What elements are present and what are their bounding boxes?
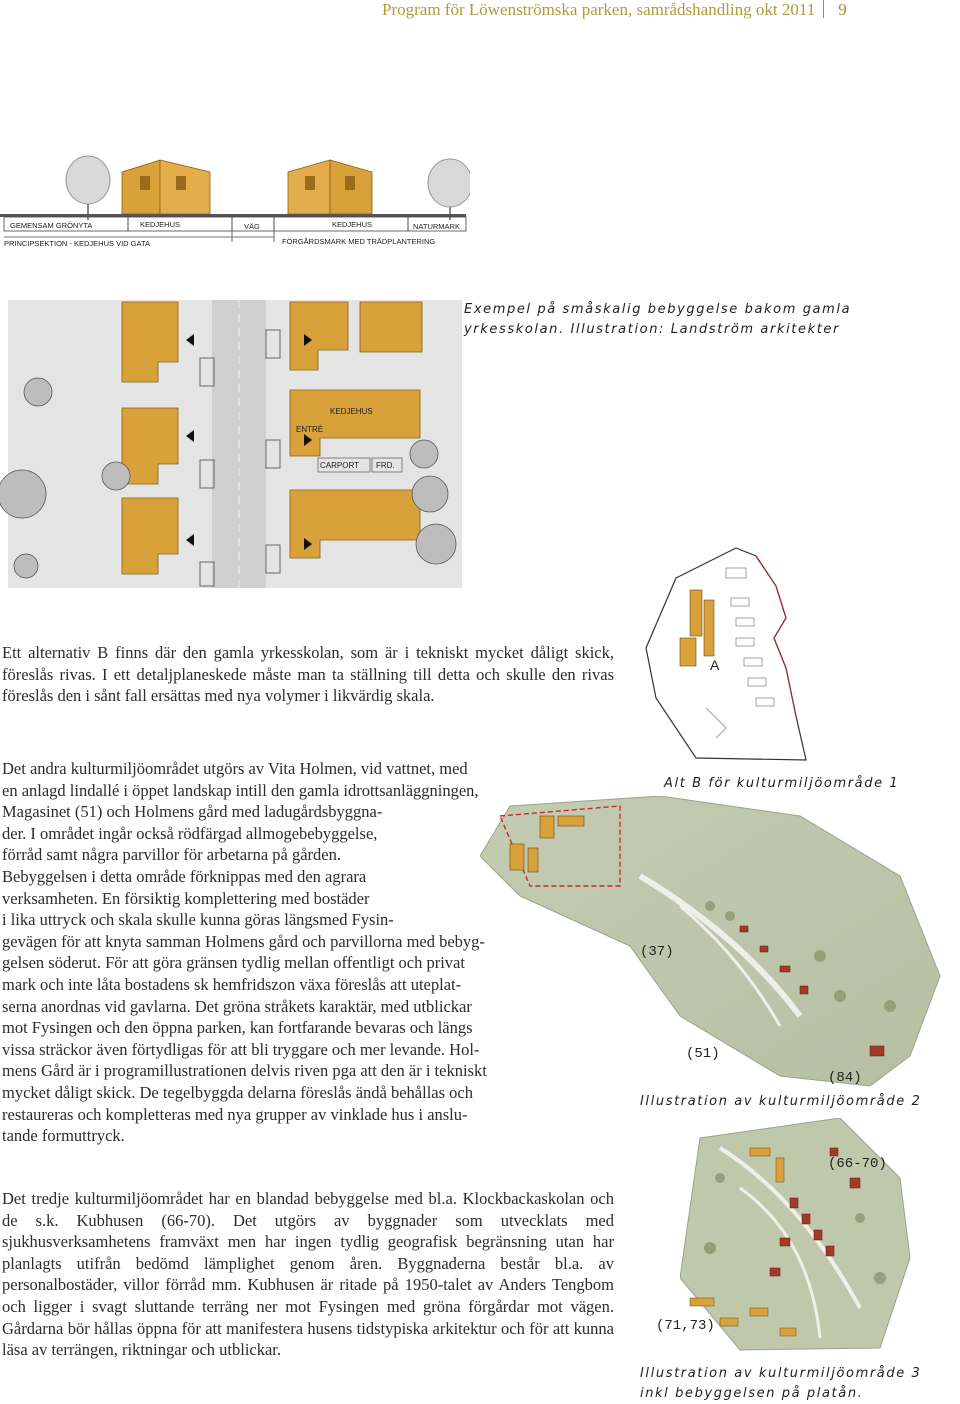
map-area-3 <box>680 1118 920 1358</box>
section-house-right <box>288 160 372 214</box>
map-label-a: A <box>710 657 720 673</box>
label-kedjehus-right: KEDJEHUS <box>332 220 373 229</box>
plan-label-kedjehus: KEDJEHUS <box>330 407 373 416</box>
caption-alt-b: Alt B för kulturmiljöområde 1 <box>664 776 900 791</box>
map-label-37: (37) <box>640 944 674 960</box>
caption-area-2: Illustration av kulturmiljöområde 2 <box>640 1094 922 1109</box>
map-label-7173: (71,73) <box>656 1318 715 1334</box>
label-vag: VÄG <box>244 222 260 231</box>
paragraph-area-3: Det tredje kulturmiljöområdet har en blandad bebyggelse med bl.a. Klockbackaskolan och de s.k. Kubhusen (66-70). Det utgörs av byggnader som utvecklats med sjukhusverksamhetens framväxt men har ingen tydlig geografisk begränsning utan har planlagts utifrån bedömd lämplighet genom åren. Byggnaderna består bl.a. av personalbostäder, villor förråd mm. Kubhusen är ritade på 1950-talet av Anders Tengbom och ligger i svagt sluttande terräng ner mot Fysingen med gröna förgårdar mot vägen. Gårdarna bör hållas öppna för att manifestera husens tidstypiska arkitektur och för att kunna läsa av terrängen, riktningar och utblickar. <box>2 1189 614 1360</box>
paragraph-line: serna anordnas vid gavlarna. Det gröna stråkets karaktär, med utblickar <box>2 996 472 1016</box>
plan-label-entre: ENTRÉ <box>296 425 324 434</box>
paragraph-line: i lika uttryck och skala skulle kunna göras längsmed Fysin- <box>2 910 394 930</box>
label-gemensam: GEMENSAM GRÖNYTA <box>10 221 93 230</box>
plan-drawing <box>0 300 462 590</box>
paragraph-line: mark och inte låta bostadens sk hemfridszon växa föreslås att uteplat- <box>2 974 462 994</box>
section-tree-right <box>428 159 470 220</box>
label-forgardsmark: FÖRGÅRDSMARK MED TRÄDPLANTERING <box>282 237 436 246</box>
section-house-left <box>122 160 210 214</box>
label-kedjehus-left: KEDJEHUS <box>140 220 181 229</box>
paragraph-line: verksamheten. En försiktig komplettering med bostäder <box>2 888 370 908</box>
label-naturmark: NATURMARK <box>413 222 460 231</box>
plan-label-carport: CARPORT <box>320 461 359 470</box>
map-alt-b <box>636 538 960 764</box>
page-number: 9 <box>838 0 847 19</box>
caption-area-3: Illustration av kulturmiljöområde 3 inkl bebyggelsen på platån. <box>640 1366 922 1401</box>
paragraph-line: Bebyggelsen i detta område förknippas med den agrara <box>2 866 367 886</box>
paragraph-line: mycket dåligt skick. De tegelbyggda delarna föreslås ändå behållas och <box>2 1082 473 1102</box>
paragraph-line: mot Fysingen och den öppna parken, kan fortfarande bevaras och längs <box>2 1018 473 1038</box>
section-tree-left <box>66 156 110 220</box>
plan-houses-left <box>122 302 178 574</box>
header-divider <box>823 0 824 18</box>
paragraph-line: gevägen för att knyta samman Holmens gård och parvillorna med bebyg- <box>2 931 485 951</box>
paragraph-line: förråd samt några parvillor för arbetarna på gården. <box>2 845 341 865</box>
paragraph-alt-b: Ett alternativ B finns där den gamla yrkesskolan, som är i tekniskt mycket dåligt skick, föreslås rivas. I ett detaljplaneskede måste man ta ställning till detta och skulle den rivas föreslås den i sånt fall ersättas med nya volymer i likvärdig skala. <box>2 643 614 706</box>
map-label-6670: (66-70) <box>828 1156 887 1172</box>
paragraph-line: en anlagd lindallé i öppet landskap intill den gamla idrottsanläggningen, <box>2 780 479 800</box>
paragraph-line: restaureras och kompletteras med nya grupper av vinklade hus i anslu- <box>2 1104 468 1124</box>
label-principsektion: PRINCIPSEKTION - KEDJEHUS VID GATA <box>4 239 150 248</box>
map-label-84: (84) <box>828 1070 862 1086</box>
document-title: Program för Löwenströmska parken, samrådshandling okt 2011 <box>382 0 816 19</box>
paragraph-line: Det andra kulturmiljöområdet utgörs av Vita Holmen, vid vattnet, med <box>2 759 468 778</box>
section-drawing <box>0 150 470 250</box>
caption-example: Exempel på småskalig bebyggelse bakom gamla yrkesskolan. Illustration: Landström arkitekter <box>464 302 852 337</box>
paragraph-line: mens Gård är i programillustrationen delvis riven pga att den är i tekniskt <box>2 1061 487 1081</box>
paragraph-line: tande formuttryck. <box>2 1126 125 1146</box>
paragraph-area-2 <box>2 758 618 1147</box>
paragraph-line: gelsen söderut. För att göra gränsen tydlig mellan offentligt och privat <box>2 953 465 973</box>
paragraph-line: vissa sträckor även förtydligas för att bli tryggare och mer levande. Hol- <box>2 1039 480 1059</box>
map-label-51: (51) <box>686 1046 720 1062</box>
paragraph-line: der. I området ingår också rödfärgad allmogebebyggelse, <box>2 823 378 843</box>
paragraph-line: Magasinet (51) och Holmens gård med ladugårdsbyggna- <box>2 802 383 822</box>
page-header <box>382 0 942 22</box>
plan-label-frd: FRD. <box>376 461 395 470</box>
